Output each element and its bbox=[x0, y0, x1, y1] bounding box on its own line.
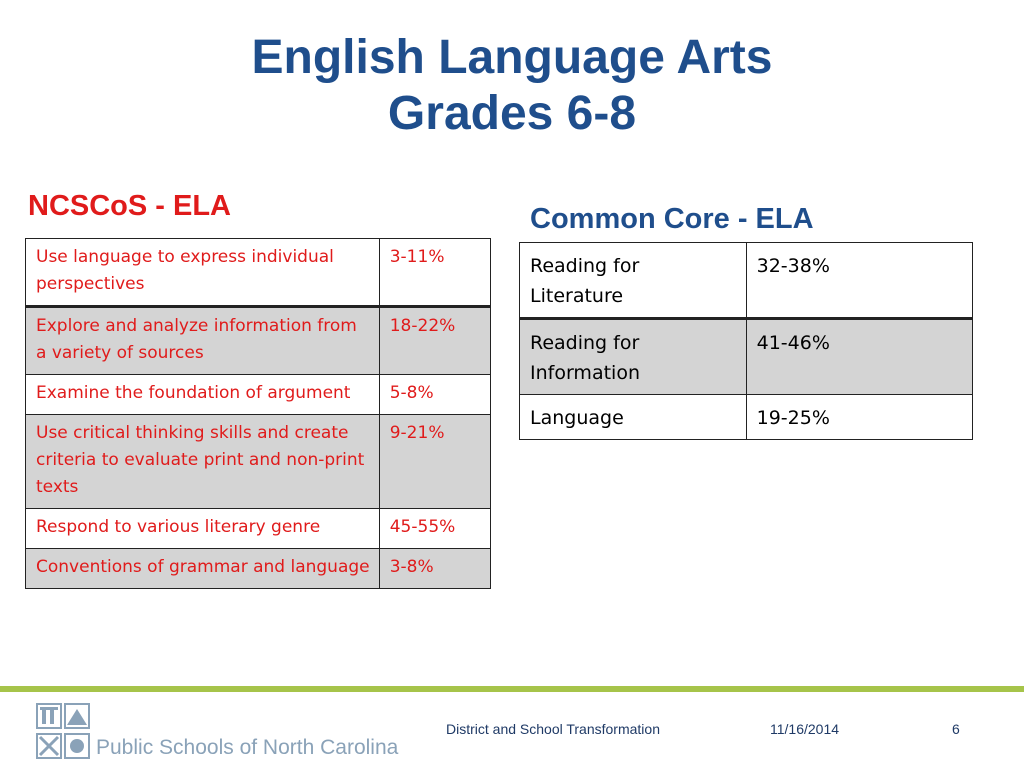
percent-cell: 41-46% bbox=[746, 319, 972, 395]
percent-cell: 9-21% bbox=[379, 415, 490, 509]
percent-cell: 32-38% bbox=[746, 243, 972, 319]
topic-cell: Explore and analyze information from a variety of sources bbox=[26, 307, 380, 375]
slide-number: 6 bbox=[952, 721, 960, 737]
title-line-2: Grades 6-8 bbox=[387, 87, 637, 140]
percent-cell: 3-11% bbox=[379, 239, 490, 307]
table-row bbox=[520, 319, 973, 395]
footer-date: 11/16/2014 bbox=[770, 721, 840, 737]
ncscos-heading: NCSCoS - ELA bbox=[28, 190, 231, 222]
table-row bbox=[26, 307, 491, 375]
table-row bbox=[26, 415, 491, 509]
footer-divider bbox=[0, 686, 1024, 692]
dpi-logo-icon bbox=[36, 703, 90, 759]
percent-cell: 3-8% bbox=[379, 549, 490, 589]
topic-cell: Language bbox=[520, 395, 747, 440]
percent-cell: 18-22% bbox=[379, 307, 490, 375]
topic-cell: Use language to express individual perspectives bbox=[26, 239, 380, 307]
percent-cell: 5-8% bbox=[379, 375, 490, 415]
topic-cell: Respond to various literary genre bbox=[26, 509, 380, 549]
common-core-heading: Common Core - ELA bbox=[530, 203, 814, 235]
percent-cell: 19-25% bbox=[746, 395, 972, 440]
topic-cell: Use critical thinking skills and create criteria to evaluate print and non-print texts bbox=[26, 415, 380, 509]
table-row bbox=[26, 239, 491, 307]
table-row bbox=[520, 243, 973, 319]
table-row bbox=[26, 509, 491, 549]
footer-department: District and School Transformation bbox=[446, 721, 660, 737]
title-line-1: English Language Arts bbox=[251, 31, 773, 84]
organization-name: Public Schools of North Carolina bbox=[96, 736, 399, 759]
slide-title bbox=[0, 30, 1024, 142]
topic-cell: Reading for Literature bbox=[520, 243, 747, 319]
ncscos-table bbox=[25, 238, 491, 589]
percent-cell: 45-55% bbox=[379, 509, 490, 549]
topic-cell: Reading for Information bbox=[520, 319, 747, 395]
topic-cell: Examine the foundation of argument bbox=[26, 375, 380, 415]
topic-cell: Conventions of grammar and language bbox=[26, 549, 380, 589]
common-core-table bbox=[519, 242, 973, 440]
table-row bbox=[520, 395, 973, 440]
table-row bbox=[26, 375, 491, 415]
table-row bbox=[26, 549, 491, 589]
